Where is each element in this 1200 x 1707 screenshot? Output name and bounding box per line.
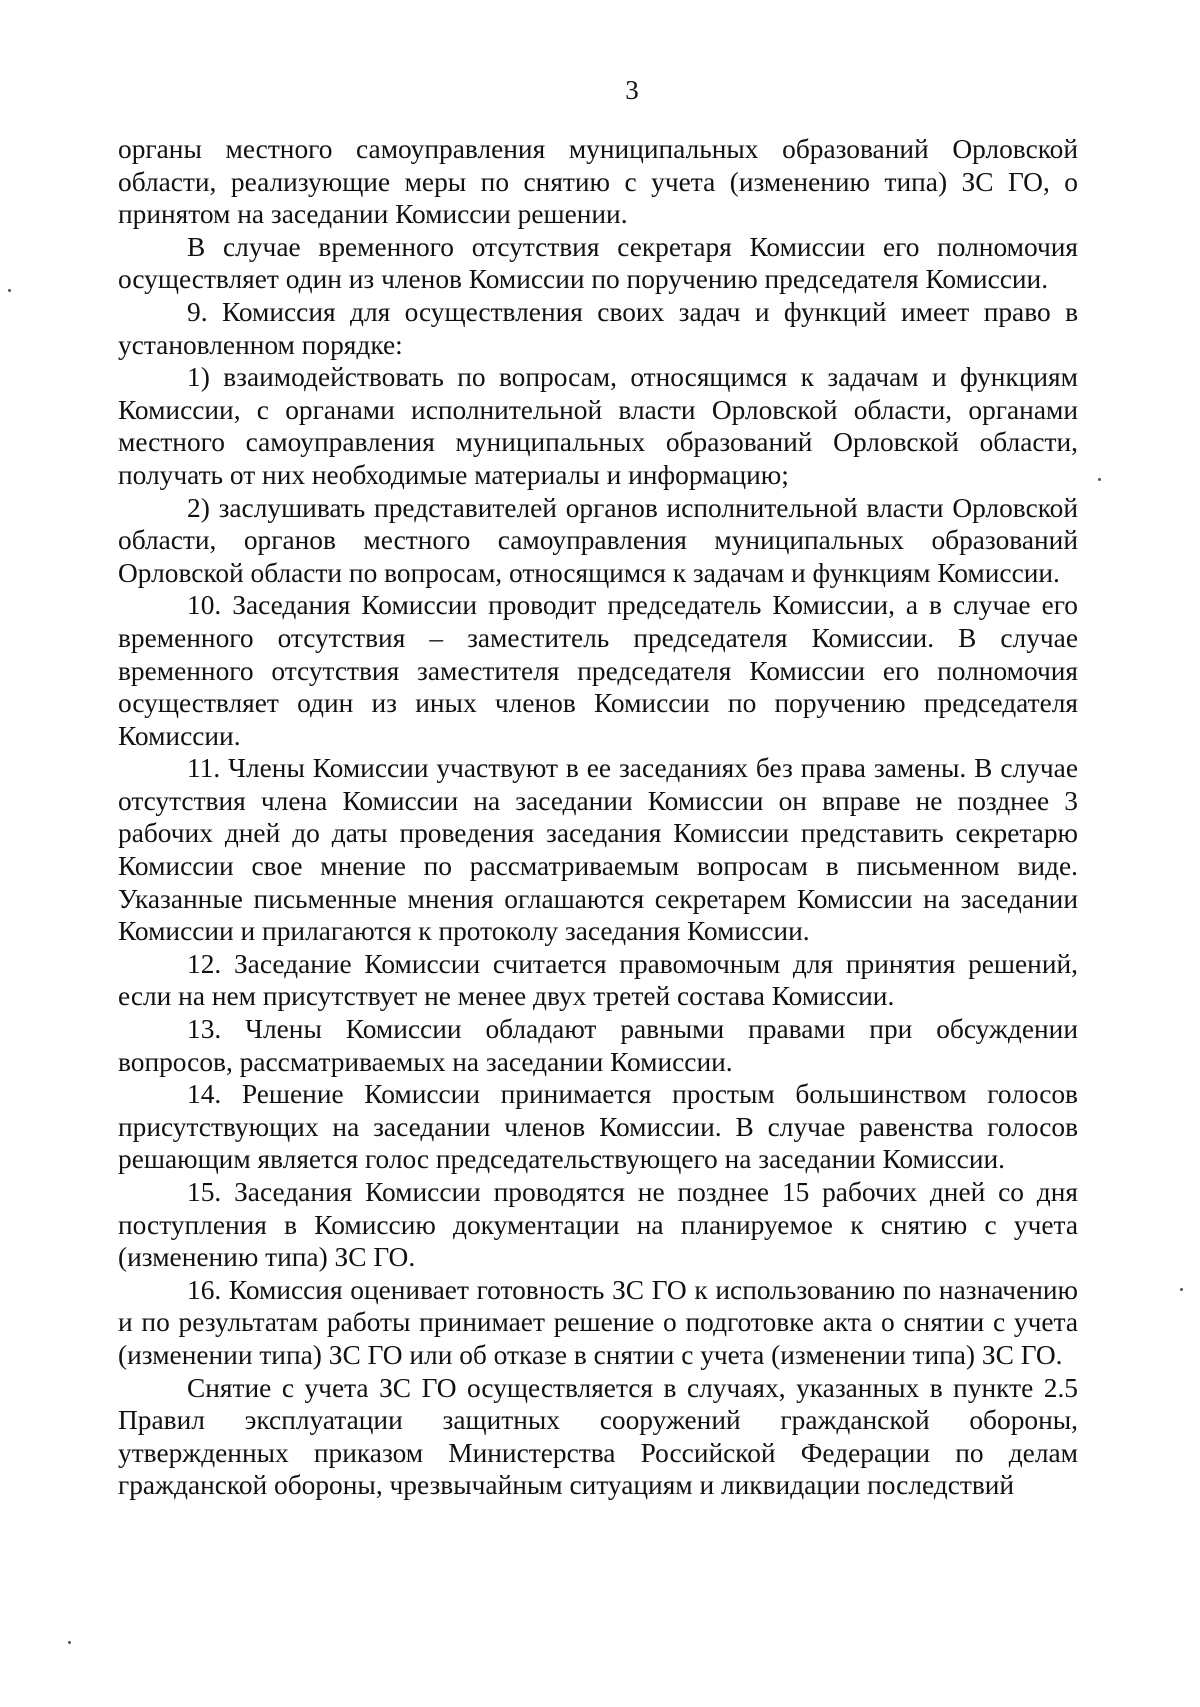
paragraph-item-12: 12. Заседание Комиссии считается правомочным для принятия решений, если на нем присутствует не менее двух третей состава Комиссии. bbox=[118, 948, 1078, 1012]
paragraph-item-9-1: 1) взаимодействовать по вопросам, относящимся к задачам и функциям Комиссии, с органами исполнительной власти Орловской области, органами местного самоуправления муниципальных образований Орловской области, получать от них необходимые материалы и информацию; bbox=[118, 362, 1078, 490]
paragraph-item-9: 9. Комиссия для осуществления своих задач и функций имеет право в установленном порядке: bbox=[118, 296, 1078, 360]
scan-speck bbox=[8, 289, 11, 292]
paragraph-item-10: 10. Заседания Комиссии проводит председатель Комиссии, а в случае его временного отсутствия – заместитель председателя Комиссии. В случае временного отсутствия заместителя председателя Комиссии его полномочия осуществляет один из иных членов Комиссии по поручению председателя Комиссии. bbox=[118, 590, 1078, 751]
paragraph-item-16: 16. Комиссия оценивает готовность ЗС ГО к использованию по назначению и по результатам работы принимает решение о подготовке акта о снятии с учета (изменении типа) ЗС ГО или об отказе в снятии с учета (изменении типа) ЗС ГО. bbox=[118, 1274, 1078, 1370]
scan-speck bbox=[68, 1641, 71, 1644]
page-number: 3 bbox=[625, 75, 639, 105]
paragraph-item-11: 11. Члены Комиссии участвуют в ее заседаниях без права замены. В случае отсутствия члена Комиссии на заседании Комиссии он вправе не позднее 3 рабочих дней до даты проведения заседания Комиссии представить секретарю Комиссии свое мнение по рассматриваемым вопросам в письменном виде. Указанные письменные мнения оглашаются секретарем Комиссии на заседании Комиссии и прилагаются к протоколу заседания Комиссии. bbox=[118, 753, 1078, 947]
paragraph-secretary-absence: В случае временного отсутствия секретаря Комиссии его полномочия осуществляет один из членов Комиссии по поручению председателя Комиссии. bbox=[118, 231, 1078, 295]
paragraph-item-14: 14. Решение Комиссии принимается простым большинством голосов присутствующих на заседании членов Комиссии. В случае равенства голосов решающим является голос председательствующего на заседании Комиссии. bbox=[118, 1079, 1078, 1175]
paragraph-removal-cases: Снятие с учета ЗС ГО осуществляется в случаях, указанных в пункте 2.5 Правил эксплуатации защитных сооружений гражданской обороны, утвержденных приказом Министерства Российской Федерации по делам гражданской обороны, чрезвычайным ситуациям и ликвидации последствий bbox=[118, 1372, 1078, 1501]
paragraph-item-9-2: 2) заслушивать представителей органов исполнительной власти Орловской области, органов местного самоуправления муниципальных образований Орловской области по вопросам, относящимся к задачам и функциям Комиссии. bbox=[118, 492, 1078, 588]
paragraph-item-13: 13. Члены Комиссии обладают равными правами при обсуждении вопросов, рассматриваемых на заседании Комиссии. bbox=[118, 1014, 1078, 1077]
scan-speck bbox=[1098, 478, 1101, 481]
document-body bbox=[118, 133, 1078, 1502]
paragraph-item-15: 15. Заседания Комиссии проводятся не позднее 15 рабочих дней со дня поступления в Комиссию документации на планируемое к снятию с учета (изменению типа) ЗС ГО. bbox=[118, 1177, 1078, 1273]
scan-speck bbox=[1180, 1288, 1183, 1291]
paragraph-continuation: органы местного самоуправления муниципальных образований Орловской области, реализующие меры по снятию с учета (изменению типа) ЗС ГО, о принятом на заседании Комиссии решении. bbox=[118, 134, 1078, 230]
